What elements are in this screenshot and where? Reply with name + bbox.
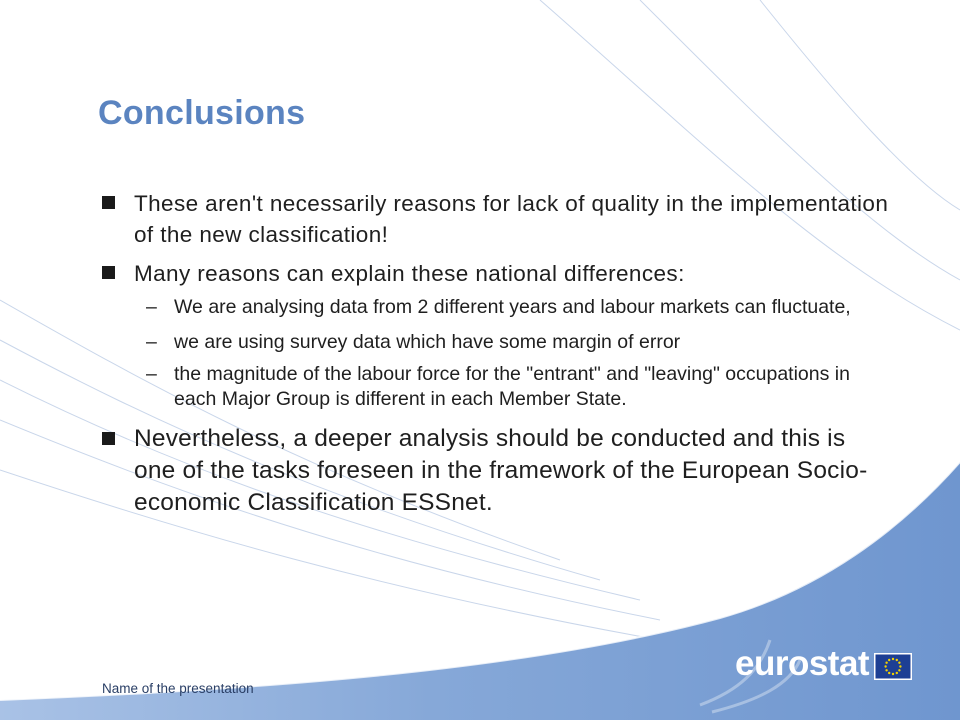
sub-bullet-text: we are using survey data which have some margin of error	[174, 331, 681, 353]
sub-bullet-item	[146, 362, 892, 412]
sub-bullet-list	[146, 295, 892, 412]
dash-marker: –	[146, 363, 157, 385]
dash-marker: –	[146, 331, 157, 353]
square-bullet-icon	[102, 196, 115, 209]
presentation-name: Name of the presentation	[102, 681, 254, 696]
bullet-item	[102, 258, 892, 289]
bullet-item	[102, 188, 892, 250]
square-bullet-icon	[102, 432, 115, 445]
eu-flag-icon	[874, 653, 912, 680]
bullet-text: Many reasons can explain these national differences:	[134, 261, 685, 286]
bullet-text: These aren't necessarily reasons for lack of quality in the implementation of the new classification!	[134, 191, 889, 247]
slide-title: Conclusions	[98, 94, 306, 132]
square-bullet-icon	[102, 266, 115, 279]
sub-bullet-text: the magnitude of the labour force for the "entrant" and "leaving" occupations in each Major Group is different in each Member State.	[174, 363, 850, 410]
dash-marker: –	[146, 296, 157, 318]
bullet-list	[102, 188, 892, 519]
eurostat-logo: eurostat	[735, 644, 870, 683]
sub-bullet-text: We are analysing data from 2 different years and labour markets can fluctuate,	[174, 296, 851, 318]
bullet-text: Nevertheless, a deeper analysis should be conducted and this is one of the tasks foreseen in the framework of the European Socio-economic Classification ESSnet.	[134, 425, 868, 516]
sub-bullet-item	[146, 295, 892, 320]
bullet-item	[102, 423, 892, 519]
sub-bullet-item	[146, 330, 892, 355]
